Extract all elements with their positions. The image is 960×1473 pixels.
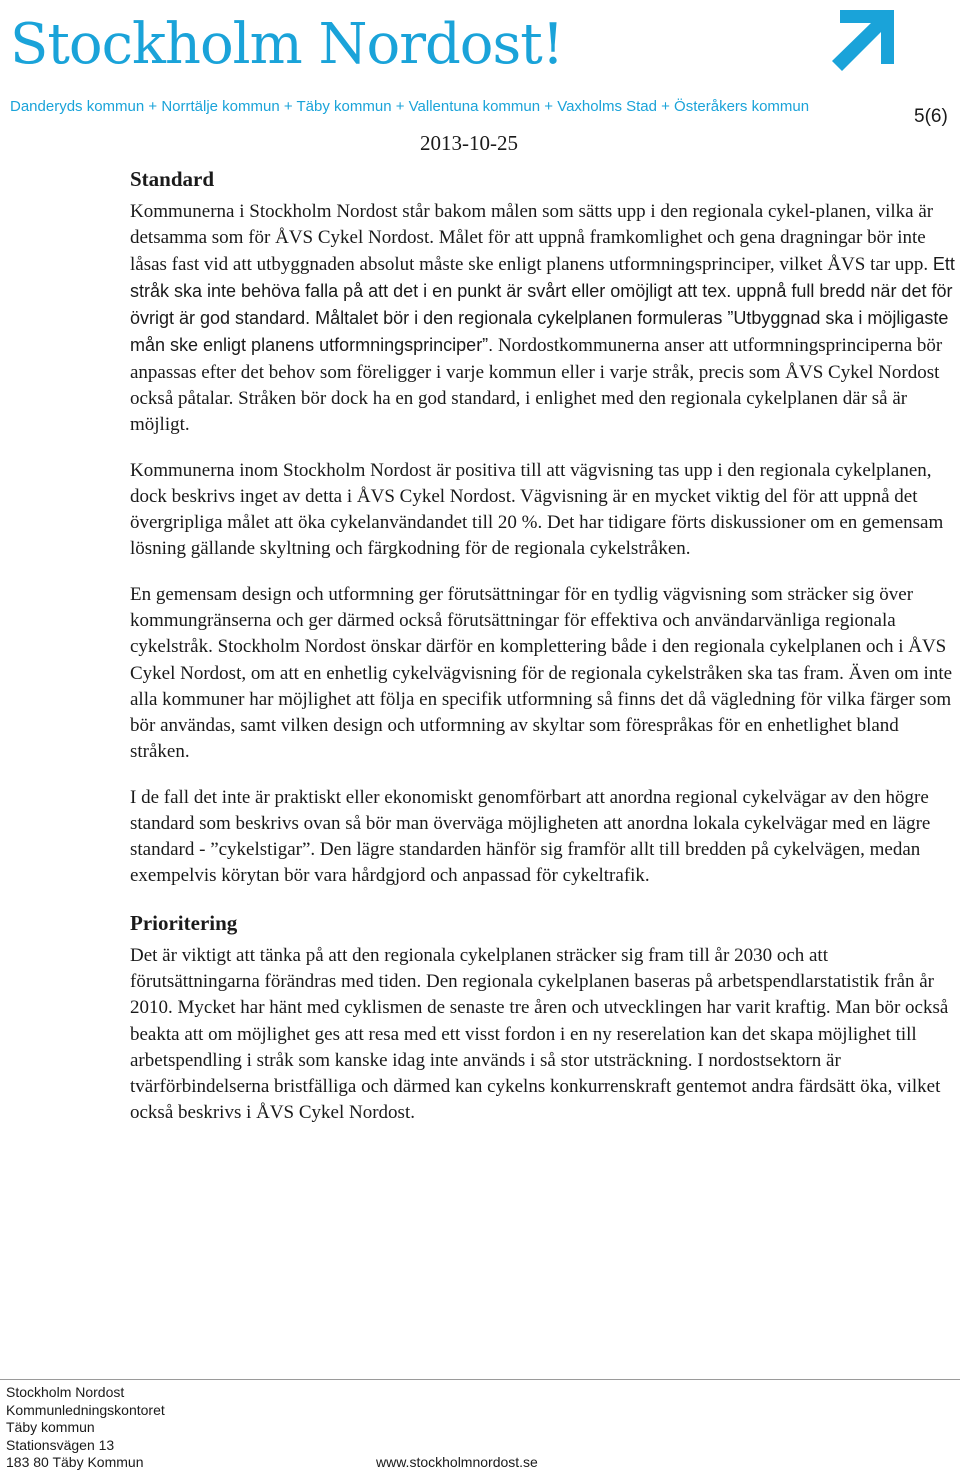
paragraph-part-sans: Ett stråk ska inte behöva falla på att det i en punkt är svårt eller omöjligt att tex. uppnå full bredd när det för övrigt är god standard. Måltalet bör i den regionala cykelplanen formuleras ”Utbyggnad ska i möjligaste mån ske enligt planens utformningsprinciper”. — [130, 254, 955, 356]
footer-municipality: Täby kommun — [6, 1419, 95, 1435]
section-heading-standard: Standard — [130, 167, 215, 191]
brand-title: Stockholm Nordost! — [10, 12, 564, 77]
arrow-up-right-icon — [826, 6, 898, 74]
paragraph-standard-1 — [130, 199, 956, 438]
municipalities-line: Danderyds kommun + Norrtälje kommun + Täby kommun + Vallentuna kommun + Vaxholms Stad + Österåkers kommun — [10, 98, 810, 115]
footer-office: Kommunledningskontoret — [6, 1401, 165, 1418]
page-number: 5(6) — [914, 106, 948, 127]
document-date: 2013-10-25 — [420, 131, 518, 155]
footer-divider — [0, 1379, 960, 1380]
paragraph-standard-3: En gemensam design och utformning ger förutsättningar för en tydlig vägvisning som sträcker sig över kommungränserna och ger därmed också förutsättningar för effektiva och användarvänliga regionala cykelstråk. Stockholm Nordost önskar därför en komplettering både i den regionala cykelplanen och i ÅVS Cykel Nordost, om att en enhetlig cykelvägvisning för de regionala cykelstråken ska tas fram. Även om inte alla kommuner har möjlighet att följa en specifik utformning så finns det då vägledning för vilka färger som bör användas, samt vilken design och utformning av skyltar som förespråkas för en enhetlighet bland stråken. — [130, 584, 953, 762]
paragraph-standard-2: Kommunerna inom Stockholm Nordost är positiva till att vägvisning tas upp i den regionala cykelplanen, dock beskrivs inget av detta i ÅVS Cykel Nordost. Vägvisning är en mycket viktig del för att uppnå det övergripliga målet att öka cykelanvändandet till 20 %. Det har tidigare förts diskussioner om en gemensam lösning gällande skyltning och färgkodning för de regionala cykelstråken. — [130, 459, 944, 560]
footer-address — [6, 1384, 165, 1472]
paragraph-standard-4: I de fall det inte är praktiskt eller ekonomiskt genomförbart att anordna regional cykelvägar av den högre standard som beskrivs ovan så bör man överväga möjligheten att anordna lokala cykelvägar med en lägre standard - ”cykelstigar”. Den lägre standarden hänför sig framför allt till bredden på cykelvägen, medan exempelvis körytan bör vara hårdgjord och anpassad för cykeltrafik. — [130, 786, 931, 887]
paragraph-part-serif: Kommunerna i Stockholm Nordost står bakom målen som sätts upp i den regionala cykel-planen, vilka är detsamma som för ÅVS Cykel Nordost. Målet för att uppnå framkomlighet och gena dragningar bör inte låsas fast vid att utbyggnaden absolut måste ske enligt planens utformningsprinciper, vilket ÅVS tar upp. — [130, 201, 934, 276]
footer-street: Stationsvägen 13 — [6, 1436, 115, 1453]
paragraph-priority-1: Det är viktigt att tänka på att den regionala cykelplanen sträcker sig fram till år 2030 och att förutsättningarna förändras med tiden. Den regionala cykelplanen baseras på arbetspendlarstatistik från år 2010. Mycket har hänt med cyklismen de senaste tre åren och utvecklingen har varit kraftig. Man bör också beakta att om möjlighet ges att resa med ett visst fordon i en ny reserelation kan det skapa möjlighet till arbetspendling i stråk som kanske idag inte används i så stor utsträckning. I nordostsektorn är tvärförbindelserna bristfälliga och därmed kan cykelns konkurrenskraft gentemot andra färdsätt öka, vilket också beskrivs i ÅVS Cykel Nordost. — [130, 945, 949, 1123]
footer-postal: 183 80 Täby Kommun — [6, 1454, 144, 1470]
section-heading-priority: Prioritering — [130, 911, 238, 936]
footer-org: Stockholm Nordost — [6, 1384, 125, 1400]
footer-website-link[interactable]: www.stockholmnordost.se — [376, 1454, 538, 1470]
paragraph-part-serif-2: Nordostkommunerna anser att utformningsprinciperna bör anpassas efter det behov som föreligger i varje kommun eller i varje stråk, precis som ÅVS Cykel Nordost också påtalar. Stråken bör dock ha en god standard, i enlighet med den regionala cykelplanen där så är möjligt. — [130, 335, 943, 435]
document-body — [130, 165, 956, 1146]
